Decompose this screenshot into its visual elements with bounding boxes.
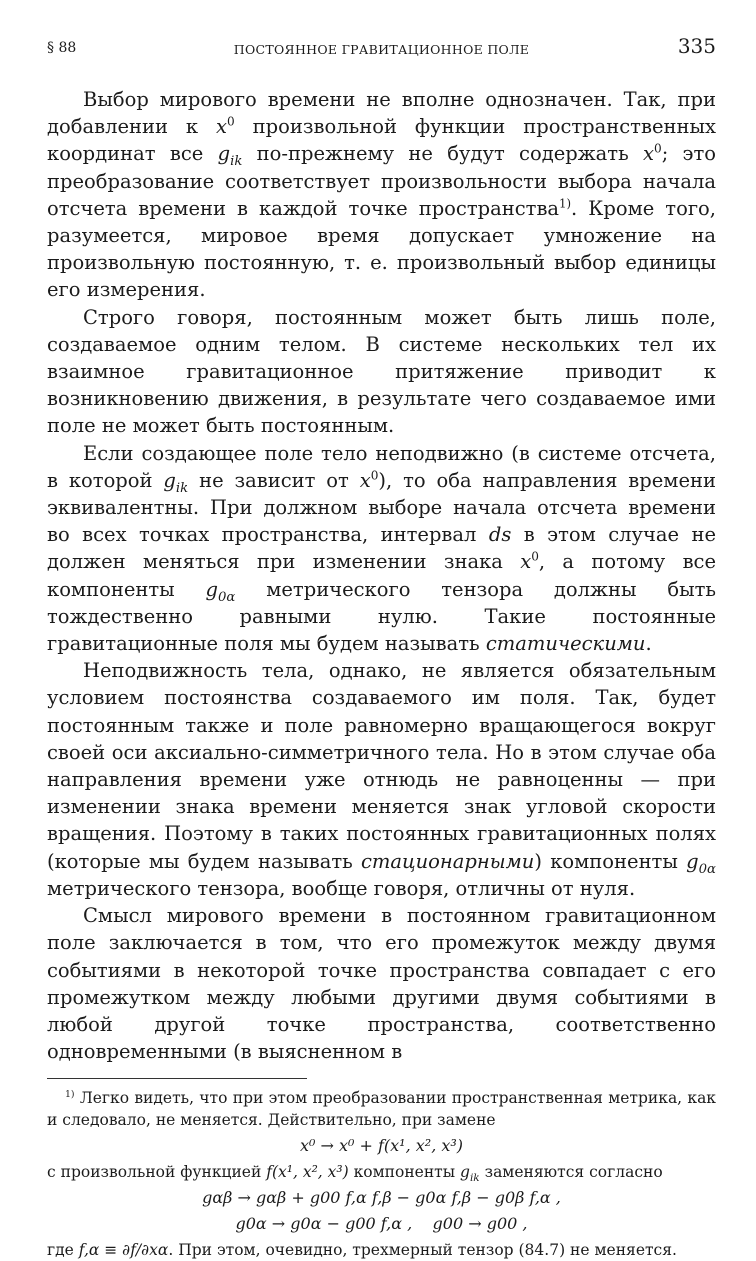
text-run: не зависит от — [188, 468, 360, 492]
footnote-closing — [47, 1239, 716, 1261]
equation-part: g00 → g00 , — [432, 1214, 528, 1234]
footnote-divider — [47, 1078, 307, 1079]
math-g0alpha: $g_{0\alpha}$ — [205, 577, 236, 605]
math-f-args: f(x¹, x², x³) — [266, 1163, 349, 1182]
text-run: заменяются согласно — [479, 1163, 663, 1182]
section-number: § 88 — [47, 40, 77, 56]
paragraph-2: Строго говоря, постоянным может быть лишь поле, создаваемое одним телом. В системе нескольких тел их взаимное гравитационное притяжение приводит к возникновению движения, в результате чего создаваемое ими поле не может быть постоянным. — [47, 305, 716, 438]
math-x0: $x^0$ — [643, 141, 662, 166]
text-run: метрического тензора, вообще говоря, отличны от нуля. — [47, 876, 636, 900]
math-gik: $g_{ik}$ — [217, 142, 243, 170]
text-run: Неподвижность тела, однако, не является обязательным условием постоянства создаваемого им поля. Так, будет постоянным также и поле равномерно вращающегося вокруг своей оси аксиально-симметричного тела. Но в этом случае оба направления времени уже отнюдь не равноценны — при изменении знака времени меняется знак угловой скорости вращения. Поэтому в таких постоянных гравитационных полях (которые мы будем называть — [47, 659, 716, 873]
text-run: . — [645, 632, 652, 656]
text-run: произвольной функции пространственных координат все — [47, 115, 716, 166]
paragraph-3 — [47, 440, 716, 658]
text-run: Если создающее поле тело неподвижно (в системе отсчета, в которой — [47, 441, 716, 492]
running-head — [47, 34, 716, 60]
text-run: . При этом, очевидно, трехмерный тензор (84.7) не меняется. — [168, 1241, 677, 1260]
math-x0: $x^0$ — [520, 549, 539, 574]
paragraph-1 — [47, 86, 716, 304]
equation-substitution: x⁰ → x⁰ + f(x¹, x², x³) — [299, 1136, 464, 1156]
equation-g0alpha — [47, 1213, 716, 1235]
text-run: . Кроме того, разумеется, мировое время допускает умножение на произвольную постоянную, т. е. произвольный выбор единицы его измерения. — [47, 196, 716, 302]
body-text — [47, 86, 716, 1065]
paragraph-5: Смысл мирового времени в постоянном гравитационном поле заключается в том, что его промежуток между двумя событиями в некоторой точке пространства совпадает с его промежутком между любыми другими двумя событиями в любой другой точке пространства, соответственно одновременными (в выясненном в — [47, 904, 716, 1064]
text-run: ), то оба направления времени эквивалентны. При должном выборе начала отсчета времени во всех точках пространства, интервал — [47, 468, 716, 547]
text-run: компоненты — [348, 1163, 460, 1182]
footnote-line — [47, 1161, 716, 1183]
math-gik: $g_{ik}$ — [163, 468, 189, 496]
equation-part: g0α → g0α − g00 f,α , — [235, 1214, 413, 1234]
footnote — [47, 1087, 716, 1261]
text-run: где — [47, 1241, 79, 1260]
page-number: 335 — [677, 34, 716, 58]
text-run: ) компоненты — [534, 849, 687, 873]
footnote-intro — [47, 1087, 716, 1131]
math-ds: ds — [488, 523, 512, 547]
text-run: , а потому все компоненты — [47, 550, 717, 601]
equation-galphabeta: gαβ → gαβ + g00 f,α f,β − g0α f,β − g0β f,α , — [202, 1188, 561, 1208]
text-run: с произвольной функцией — [47, 1163, 267, 1182]
math-derivative: f,α ≡ ∂f/∂xα — [78, 1241, 169, 1260]
math-x0: $x^0$ — [216, 114, 235, 139]
math-g0alpha: $g_{0\alpha}$ — [686, 849, 716, 877]
paragraph-4 — [47, 657, 716, 902]
text-run: Выбор мирового времени не вполне однозначен. Так, при добавлении к — [47, 88, 716, 139]
text-run: Легко видеть, что при этом преобразовании пространственная метрика, как и следовало, не меняется. Действительно, при замене — [47, 1089, 716, 1130]
emphasis-stationary: стационарными — [360, 849, 535, 873]
text-run: по-прежнему не будут содержать — [242, 142, 643, 166]
footnote-ref[interactable]: 1) — [559, 196, 572, 211]
math-x0: $x^0$ — [359, 468, 379, 492]
text-run: ; это преобразование соответствует произвольности выбора начала отсчета времени в каждой точке пространства — [47, 142, 717, 220]
running-title: ПОСТОЯННОЕ ГРАВИТАЦИОННОЕ ПОЛЕ — [233, 42, 530, 57]
emphasis-static: статическими — [485, 632, 646, 656]
footnote-marker: 1) — [65, 1089, 75, 1101]
text-run: метрического тензора должны быть тождественно равными нулю. Такие постоянные гравитационные поля мы будем называть — [47, 577, 716, 656]
math-gik: $g_{ik}$ — [460, 1163, 480, 1185]
text-run: в этом случае не должен меняться при изменении знака — [47, 523, 717, 574]
